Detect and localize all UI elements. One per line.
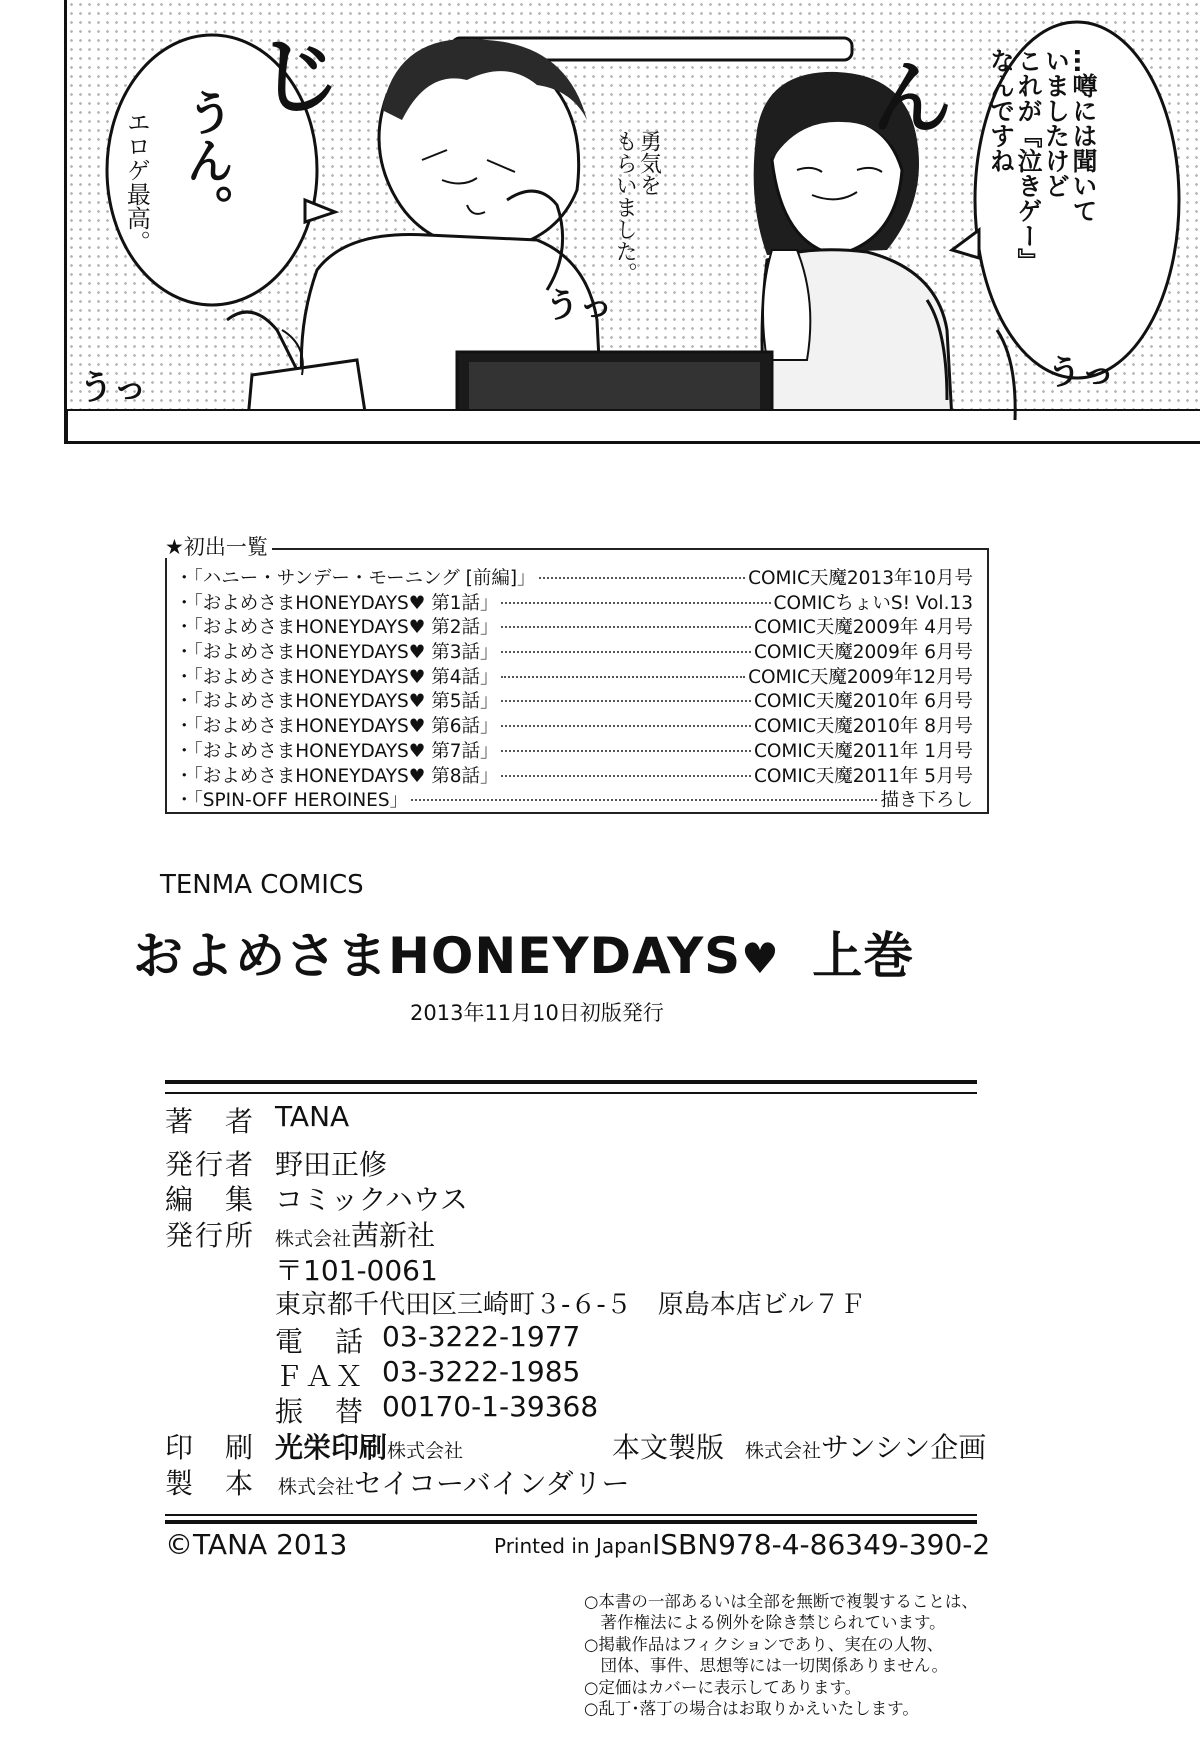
row-title: ・「SPIN-OFF HEROINES」 [175,790,409,812]
list-row [175,613,973,638]
publish-date: 2013年11月10日初版発行 [410,1001,664,1025]
list-row [175,762,973,787]
row-source: 描き下ろし [880,790,973,812]
row-title: ・「およめさまHONEYDAYS♥ 第8話」 [175,765,499,787]
publisher-key: 発行所 [165,1219,256,1252]
printer-value [275,1426,463,1466]
row-source: COMIC天魔2011年 1月号 [753,740,973,762]
row-source: COMIC天魔2009年 6月号 [753,642,973,664]
transfer-key: 振 替 [275,1395,366,1428]
leader-dots [501,725,750,727]
binding-name: セイコーバインダリー [354,1467,630,1500]
list-row [175,687,973,712]
isbn: ISBN978-4-86349-390-2 [652,1528,991,1561]
leader-dots [501,602,770,604]
note-line: ○乱丁･落丁の場合はお取りかえいたします。 [584,1699,919,1719]
woman-aside-line-2: もらいました。 [612,130,638,284]
first-appearance-list [165,548,989,814]
binding-key: 製 本 [165,1467,256,1500]
tel-key: 電 話 [275,1325,366,1358]
sfx-uu-right: うっ [1047,353,1115,393]
row-source: COMIC天魔2009年 4月号 [753,617,973,639]
sfx-uu-left: うっ [79,368,147,408]
note-line: ○本書の一部あるいは全部を無断で複製することは、 [584,1592,978,1611]
sfx-ji: じ [257,28,342,126]
publisher-name: 茜新社 [351,1219,436,1252]
top-rule-thin [165,1092,977,1094]
row-source: COMICちょいS! Vol.13 [773,592,973,614]
leader-dots [501,626,750,628]
editor-key: 編 集 [165,1183,256,1216]
row-source: COMIC天魔2010年 8月号 [753,716,973,738]
tel-value: 03-3222-1977 [382,1320,581,1353]
plate-value [745,1426,986,1466]
speech-man-small: エロゲ最高。 [122,110,151,254]
volume-label: 上巻 [812,927,915,985]
fax-value: 03-3222-1985 [382,1355,581,1388]
legal-notes [584,1591,978,1719]
publisher-prefix: 株式会社 [275,1228,352,1250]
publisher-value [275,1214,435,1254]
author-key: 著 者 [165,1105,256,1138]
note-line: 著作権法による例外を除き禁じられています。 [584,1613,946,1633]
note-line: 団体、事件、思想等には一切関係ありません。 [584,1656,948,1676]
row-title: ・「およめさまHONEYDAYS♥ 第7話」 [175,740,499,762]
speech-woman [987,48,1097,358]
note-line: ○定価はカバーに表示してあります。 [584,1677,862,1697]
speech-woman-line-1: …噂には聞いて [1069,48,1098,223]
row-title: ・「およめさまHONEYDAYS♥ 第6話」 [175,716,499,738]
list-row [175,638,973,663]
copyright: ©TANA 2013 [165,1528,348,1561]
manga-panel [64,0,1200,444]
binding-prefix: 株式会社 [278,1476,355,1498]
binding-value [278,1462,630,1502]
plate-key: 本文製版 [612,1431,725,1464]
row-title: ・「およめさまHONEYDAYS♥ 第5話」 [175,691,499,713]
plate-name: サンシン企画 [821,1431,987,1464]
row-source: COMIC天魔2013年10月号 [748,568,973,589]
fax-key: ＦＡＸ [275,1360,366,1393]
leader-dots [501,651,750,653]
row-title: ・「およめさまHONEYDAYS♥ 第1話」 [175,592,499,614]
leader-dots [501,775,750,777]
row-source: COMIC天魔2009年12月号 [748,666,973,688]
first-appearance-heading: ★初出一覧 [165,536,272,558]
row-title: ・「ハニー・サンデー・モーニング [前編]」 [175,568,536,589]
printer-name: 光栄印刷 [275,1431,388,1464]
leader-dots [501,676,745,678]
speech-woman-line-2: いましたけど [1041,48,1071,198]
first-appearance-rows [175,564,973,811]
speech-man-big: うん。 [177,88,234,232]
woman-aside-line-1: 勇気を [636,130,662,196]
row-source: COMIC天魔2010年 6月号 [753,691,973,713]
publisher-person-value: 野田正修 [275,1148,388,1181]
printed-in: Printed in Japan [494,1534,652,1558]
list-row [175,564,973,589]
leader-dots [501,750,750,752]
book-title [133,916,914,988]
sfx-n: ん [872,52,952,145]
row-title: ・「およめさまHONEYDAYS♥ 第2話」 [175,617,499,639]
plate-prefix: 株式会社 [745,1440,822,1462]
transfer-value: 00170-1-39368 [382,1390,599,1423]
list-row [175,589,973,614]
row-source: COMIC天魔2011年 5月号 [753,765,973,787]
series-name: TENMA COMICS [160,870,364,900]
book-title-text: およめさまHONEYDAYS [133,927,742,985]
printing-key: 印 刷 [165,1431,256,1464]
speech-woman-line-4: なんですね [986,48,1016,173]
printer-suffix: 株式会社 [387,1440,464,1462]
leader-dots [411,799,877,801]
heart-icon: ♥ [741,934,780,983]
bottom-rule-thin [165,1514,977,1516]
top-rule-thick [165,1080,977,1084]
row-title: ・「およめさまHONEYDAYS♥ 第4話」 [175,666,499,688]
row-title: ・「およめさまHONEYDAYS♥ 第3話」 [175,642,499,664]
author-value: TANA [275,1100,350,1133]
address: 東京都千代田区三崎町３-６-５ 原島本店ビル７Ｆ [275,1290,866,1320]
list-row [175,712,973,737]
leader-dots [501,700,750,702]
woman-aside [612,130,660,284]
bottom-rule-thick [165,1520,977,1524]
sfx-uu-center: うっ [545,286,613,326]
list-row [175,737,973,762]
note-line: ○掲載作品はフィクションであり、実在の人物、 [584,1634,944,1654]
publisher-person-key: 発行者 [165,1148,256,1181]
list-row [175,663,973,688]
leader-dots [539,577,746,579]
list-row [175,786,973,811]
speech-woman-line-3: これが『泣きゲー』 [1014,48,1043,273]
postal-code: 〒101-0061 [275,1254,438,1287]
editor-value: コミックハウス [275,1183,468,1216]
